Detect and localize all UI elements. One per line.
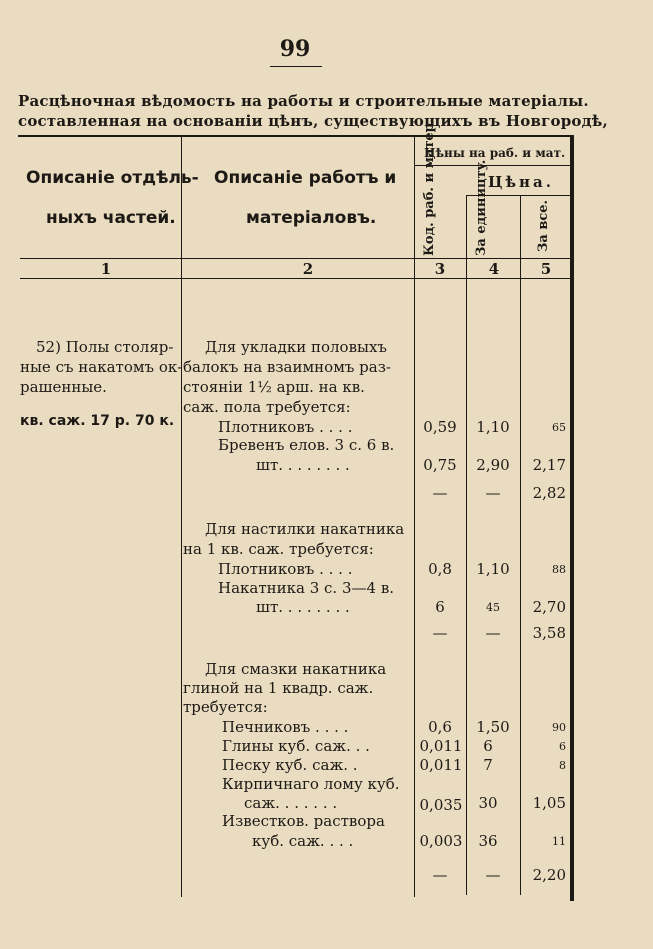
total-value: 65 xyxy=(552,421,566,434)
list-item: шт. . . . . . . . xyxy=(256,598,350,616)
unit-price-value: 30 xyxy=(478,794,498,812)
col-number-2: 2 xyxy=(302,260,314,278)
section-name-line2: ные съ накатомъ ок- xyxy=(20,358,183,376)
group3-intro-line3: требуется: xyxy=(183,698,268,716)
section-price-note: кв. саж. 17 р. 70 к. xyxy=(20,413,175,429)
group2-intro-line2: на 1 кв. саж. требуется: xyxy=(183,540,374,558)
quantity-value: 0,003 xyxy=(419,832,463,850)
total-value: 88 xyxy=(552,563,566,576)
sum-qty: — xyxy=(432,866,448,884)
group1-intro-line2: балокъ на взаимномъ раз- xyxy=(183,358,391,376)
list-item-line1: Накатника 3 с. 3—4 в. xyxy=(218,579,395,597)
quantity-value: 0,011 xyxy=(419,737,463,755)
unit-price-value: 1,10 xyxy=(476,560,510,578)
col-number-3: 3 xyxy=(434,260,446,278)
header-price: Цѣна. xyxy=(488,173,554,191)
total-value: 8 xyxy=(559,759,566,772)
title-line-1: Расцѣночная вѣдомость на работы и строительные матеріалы. xyxy=(18,92,589,110)
sum-unit: — xyxy=(485,624,501,642)
unit-price-value: 1,50 xyxy=(476,718,510,736)
header-col2-line2: матеріаловъ. xyxy=(246,208,377,228)
header-col1-line2: ныхъ частей. xyxy=(46,208,176,228)
list-item-line1: Известков. раствора xyxy=(222,812,385,830)
sum-total: 3,58 xyxy=(532,624,566,642)
col-divider-4 xyxy=(520,195,521,895)
sum-total: 2,82 xyxy=(532,484,566,502)
header-col2-line1: Описаніе работъ и xyxy=(214,168,397,188)
header-prices-group: Цѣны на раб. и мат. xyxy=(424,146,566,160)
col-number-5: 5 xyxy=(540,260,552,278)
list-item-line1: Кирпичнаго лому куб. xyxy=(222,775,400,793)
quantity-value: 0,59 xyxy=(423,418,457,436)
total-value: 90 xyxy=(552,721,566,734)
total-value: 6 xyxy=(559,740,566,753)
page-number: 99 xyxy=(279,36,311,62)
group1-intro-line3: стояніи 1½ арш. на кв. xyxy=(183,378,365,396)
unit-price-value: 36 xyxy=(478,832,498,850)
col-divider-3 xyxy=(466,195,467,895)
group3-intro-line1: Для смазки накатника xyxy=(205,660,387,678)
group1-intro-line4: саж. пола требуется: xyxy=(183,398,351,416)
group3-intro-line2: глиной на 1 квадр. саж. xyxy=(183,679,374,697)
quantity-value: 0,75 xyxy=(423,456,457,474)
list-item: Печниковъ . . . . xyxy=(222,718,349,736)
col-number-1: 1 xyxy=(100,260,112,278)
total-value: 2,17 xyxy=(532,456,566,474)
total-value: 2,70 xyxy=(532,598,566,616)
sum-qty: — xyxy=(432,484,448,502)
unit-price-value: 6 xyxy=(483,737,493,755)
group1-intro-line1: Для укладки половыхъ xyxy=(205,338,387,356)
section-name-line1: 52) Полы столяр- xyxy=(36,338,174,356)
quantity-value: 0,6 xyxy=(428,718,452,736)
header-col3: Код. раб. и матер. xyxy=(422,118,437,256)
list-item: куб. саж. . . . xyxy=(252,832,354,850)
quantity-value: 0,8 xyxy=(428,560,452,578)
col-divider-1 xyxy=(181,137,182,897)
quantity-value: 0,035 xyxy=(419,796,463,814)
header-bottom-rule xyxy=(20,258,570,259)
list-item: Песку куб. саж. . xyxy=(222,756,358,774)
list-item: Глины куб. саж. . . xyxy=(222,737,370,755)
list-item-line1: Бревенъ елов. 3 с. 6 в. xyxy=(218,436,395,454)
title-line-2: составленная на основаніи цѣнъ, существующихъ въ Новгородѣ, xyxy=(18,112,608,130)
sum-total: 2,20 xyxy=(532,866,566,884)
header-col1-line1: Описаніе отдѣль- xyxy=(26,168,199,188)
list-item: шт. . . . . . . . xyxy=(256,456,350,474)
sum-qty: — xyxy=(432,624,448,642)
unit-price-value: 45 xyxy=(486,601,500,614)
unit-price-value: 1,10 xyxy=(476,418,510,436)
col-divider-2 xyxy=(414,137,415,897)
col-number-4: 4 xyxy=(488,260,500,278)
section-name-line3: рашенные. xyxy=(20,378,107,396)
quantity-value: 6 xyxy=(435,598,445,616)
header-col4: За едиництy. xyxy=(474,159,489,256)
total-value: 11 xyxy=(552,835,566,848)
list-item: Плотниковъ . . . . xyxy=(218,560,353,578)
unit-price-value: 7 xyxy=(483,756,493,774)
header-prices-rule xyxy=(414,165,570,166)
header-col5: За все. xyxy=(536,199,551,252)
quantity-value: 0,011 xyxy=(419,756,463,774)
total-value: 1,05 xyxy=(532,794,566,812)
page-number-rule xyxy=(270,66,322,67)
sum-unit: — xyxy=(485,866,501,884)
group2-intro-line1: Для настилки накатника xyxy=(205,520,405,538)
unit-price-value: 2,90 xyxy=(476,456,510,474)
sum-unit: — xyxy=(485,484,501,502)
list-item: саж. . . . . . . xyxy=(244,794,338,812)
list-item: Плотниковъ . . . . xyxy=(218,418,353,436)
numbers-bottom-rule xyxy=(20,278,570,279)
